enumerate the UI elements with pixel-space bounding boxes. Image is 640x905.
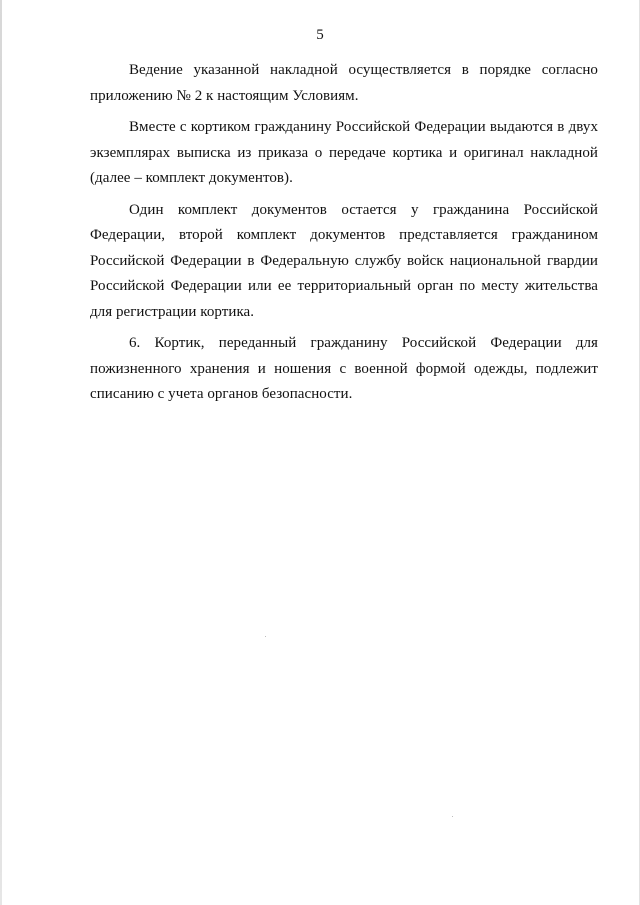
paragraph-2: Вместе с кортиком гражданину Российской Федерации выдаются в двух экземплярах выписка из приказа о передаче кортика и оригинал накладной (далее – комплект документов). [90,119,598,186]
scan-speck [265,636,266,637]
scan-speck [452,816,453,817]
page-number: 5 [316,27,324,43]
paragraph-3: Один комплект документов остается у гражданина Российской Федерации, второй комплект документов представляется гражданином Российской Федерации в Федеральную службу войск национальной гвардии Российской Федерации или ее территориальный орган по месту жительства для регистрации кортика. [90,201,598,320]
scan-edge-left [0,0,2,905]
body-text [90,58,598,414]
paragraph-4: 6. Кортик, переданный гражданину Российской Федерации для пожизненного хранения и ношения с военной формой одежды, подлежит списанию с учета органов безопасности. [90,335,598,402]
paragraph-1: Ведение указанной накладной осуществляется в порядке согласно приложению № 2 к настоящим Условиям. [90,62,598,104]
